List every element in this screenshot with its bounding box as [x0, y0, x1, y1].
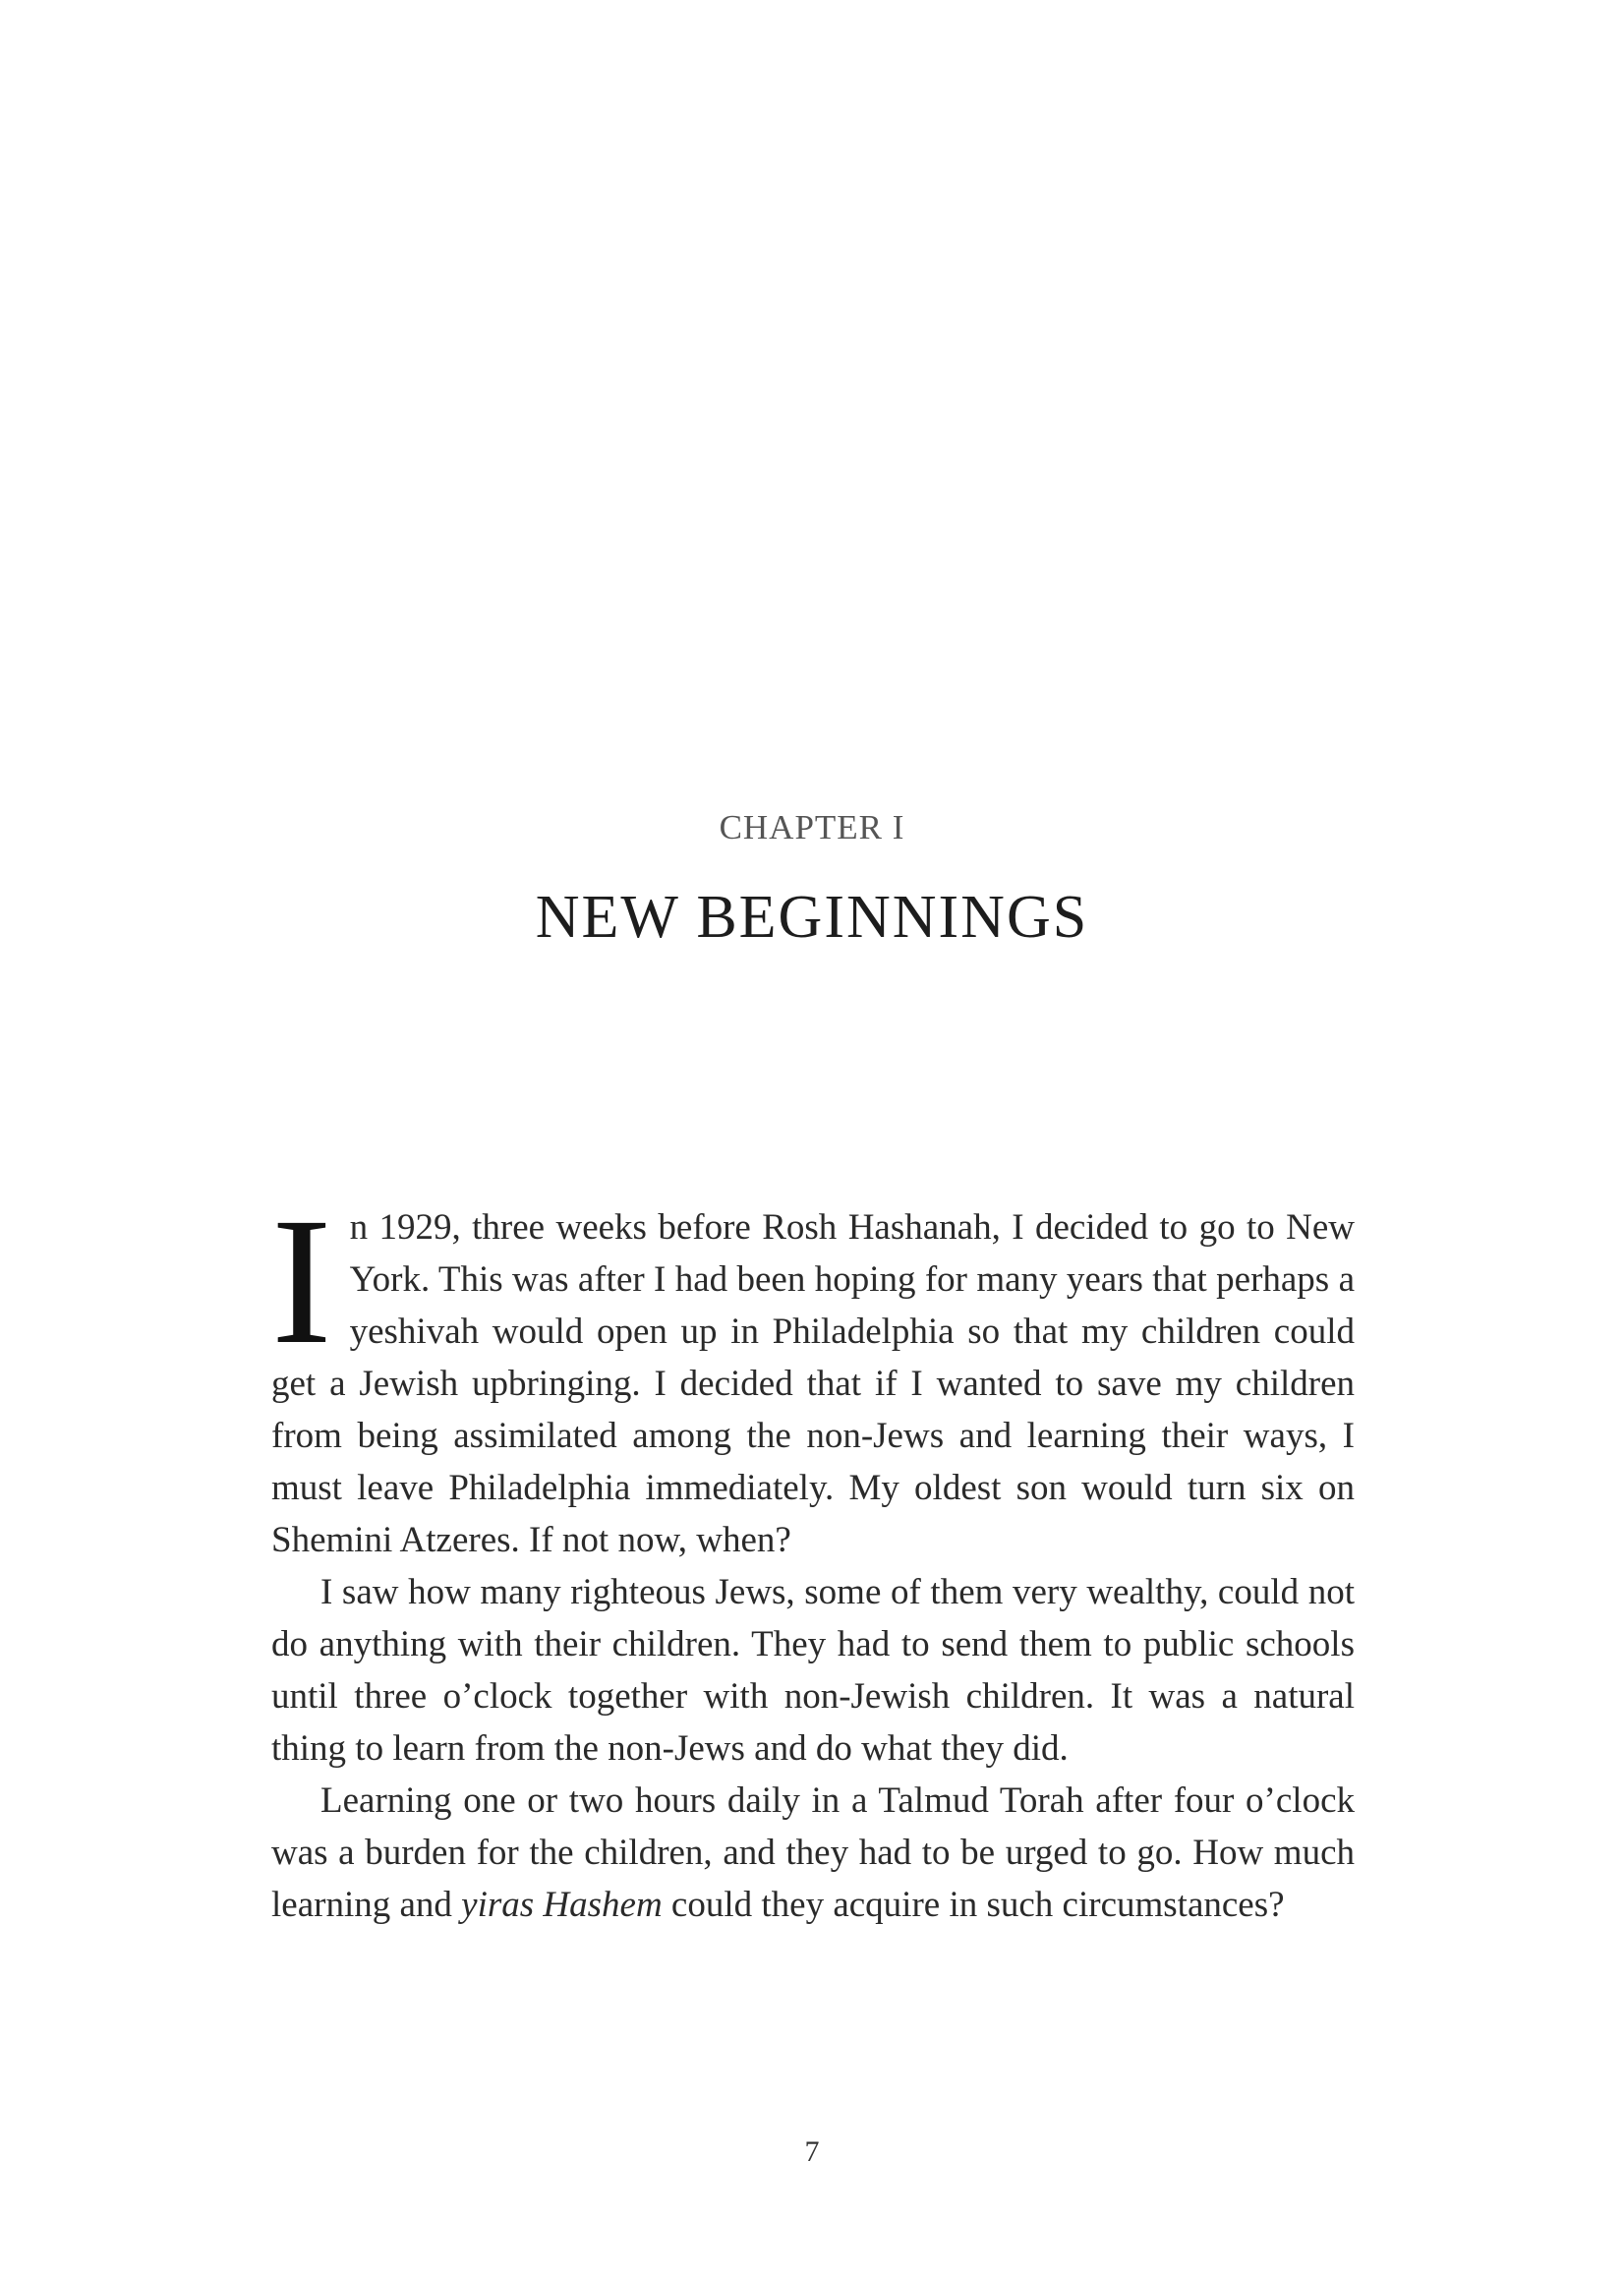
paragraph-2: I saw how many righteous Jews, some of them very wealthy, could not do anything with their children. They had to send them to public schools until three o’clock together with non-Jewish children. It was a natural thing to learn from the non-Jews and do what they did.: [271, 1572, 1355, 1769]
chapter-body: [271, 1181, 1355, 1931]
chapter-title: NEW BEGINNINGS: [535, 884, 1089, 951]
chapter-label: CHAPTER I: [719, 808, 905, 846]
drop-cap: I: [271, 1181, 332, 1382]
paragraph-3-italic-term: yiras Hashem: [461, 1885, 663, 1925]
page-number: 7: [804, 2135, 820, 2168]
paragraph-3: [271, 1775, 1355, 1931]
paragraph-3-text-start: Learning one or two hours daily in a Talmud Torah after four o’clock was a burden for the children, and they had to be urged to go. How much learning and: [271, 1780, 1355, 1925]
paragraph-1-text: n 1929, three weeks before Rosh Hashanah, I decided to go to New York. This was after I had been hoping for many years that perhaps a yeshivah would open up in Philadelphia so that my children could get a Jewish upbringing. I decided that if I wanted to save my children from being assimilated among the non-Jews and learning their ways, I must leave Philadelphia immediately. My oldest son would turn six on Shemini Atzeres. If not now, when?: [271, 1207, 1355, 1560]
paragraph-1: [271, 1181, 1355, 1566]
paragraph-3-text-end: could they acquire in such circumstances?: [662, 1885, 1285, 1925]
